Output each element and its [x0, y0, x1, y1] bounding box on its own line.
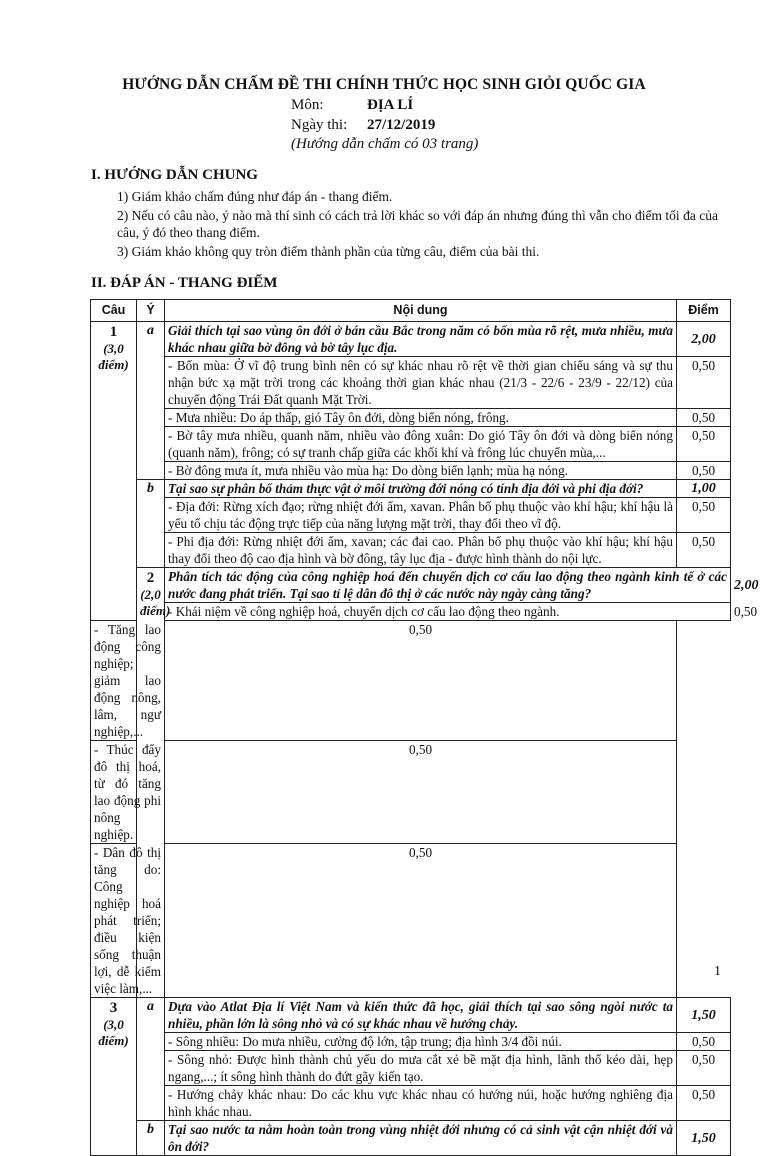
subject-line	[291, 97, 413, 114]
date-value: 27/12/2019	[367, 117, 436, 133]
question-number-cell	[91, 998, 137, 1156]
table-header-row	[91, 300, 731, 322]
table-row	[91, 480, 731, 498]
table-row	[91, 498, 731, 533]
question-points: (2,0 điểm)	[140, 587, 171, 618]
table-row	[91, 533, 731, 568]
table-row	[91, 844, 731, 998]
page-number: 1	[714, 964, 721, 979]
col-y: Ý	[137, 300, 165, 322]
col-noidung: Nội dung	[165, 300, 677, 322]
table-row	[91, 1121, 731, 1156]
question-number: 2	[146, 570, 155, 586]
answer-item: - Sông nhiều: Do mưa nhiều, cường độ lớn, tập trung; địa hình 3/4 đồi núi.	[165, 1033, 677, 1051]
answer-score: 0,50	[677, 1051, 731, 1086]
answer-item: - Bốn mùa: Ở vĩ độ trung bình nên có sự khác nhau rõ rệt về thời gian chiếu sáng và sự thu nhận bức xạ mặt trời trong các khoảng thời gian khác nhau (21/3 - 22/6 - 23/9 - 22/12) của chuyển động Trái Đất quanh Mặt Trời.	[165, 357, 677, 409]
guideline-item: 2) Nếu có câu nào, ý nào mà thí sinh có cách trả lời khác so với đáp án nhưng đúng thì vẫn cho điểm tối đa của câu, ý đó theo thang điểm.	[117, 208, 718, 240]
question-number: 3	[109, 1000, 118, 1016]
sub-question-letter: a	[137, 998, 165, 1121]
answer-score: 0,50	[677, 462, 731, 480]
section-answer-heading: II. ĐÁP ÁN - THANG ĐIỂM	[91, 275, 278, 291]
table-row	[91, 462, 731, 480]
question-score: 1,00	[677, 480, 731, 498]
answer-item: - Thúc đẩy đô thị hoá, từ đó tăng lao động phi nông nghiệp.	[91, 741, 165, 844]
table-row	[91, 1051, 731, 1086]
sub-question-letter: a	[137, 322, 165, 480]
table-row: - Khái niệm về công nghiệp hoá, chuyển dịch cơ cấu lao động theo ngành. 0,50	[91, 603, 731, 621]
answer-item: - Khái niệm về công nghiệp hoá, chuyển dịch cơ cấu lao động theo ngành.	[165, 603, 731, 621]
question-score: 1,50	[677, 1121, 731, 1156]
answer-item: - Địa đới: Rừng xích đạo; rừng nhiệt đới ẩm, xavan. Phân bố phụ thuộc vào khí hậu; khí hậu là yếu tố chịu tác động trực tiếp của năng lượng mặt trời, thay đổi theo vĩ độ.	[165, 498, 677, 533]
answer-item: - Bờ đông mưa ít, mưa nhiều vào mùa hạ: Do dòng biển lạnh; mùa hạ nóng.	[165, 462, 677, 480]
answer-score: 0,50	[677, 427, 731, 462]
general-guidelines	[91, 188, 718, 260]
sub-question-letter: b	[137, 480, 165, 568]
answer-item: - Hướng chảy khác nhau: Do các khu vực khác nhau có hướng núi, hoặc hướng nghiêng địa hình khác nhau.	[165, 1086, 677, 1121]
date-label: Ngày thi:	[291, 117, 348, 133]
table-row	[91, 409, 731, 427]
sub-question-letter: b	[137, 1121, 165, 1156]
question-score: 2,00	[677, 322, 731, 357]
table-row	[91, 357, 731, 409]
question-text: Giải thích tại sao vùng ôn đới ở bán cầu Bắc trong năm có bốn mùa rõ rệt, mưa nhiều, mưa khác nhau giữa bờ đông và bờ tây lục địa.	[165, 322, 677, 357]
table-row	[91, 621, 731, 741]
table-row	[91, 741, 731, 844]
answer-item: - Tăng lao động công nghiệp; giảm lao động nông, lâm, ngư nghiệp,...	[91, 621, 165, 741]
table-row	[91, 322, 731, 357]
answer-item: - Mưa nhiều: Do áp thấp, gió Tây ôn đới, dòng biển nóng, frông.	[165, 409, 677, 427]
table-row	[91, 427, 731, 462]
subject-value: ĐỊA LÍ	[367, 97, 414, 113]
answer-item: - Dân đô thị tăng do: Công nghiệp hoá phát triển; điều kiện sống thuận lợi, dễ kiếm việc làm,...	[91, 844, 165, 998]
question-text: Dựa vào Atlat Địa lí Việt Nam và kiến thức đã học, giải thích tại sao sông ngòi nước ta nhiều, phần lớn là sông nhỏ và có sự khác nhau về hướng chảy.	[165, 998, 677, 1033]
answer-table	[90, 299, 759, 1156]
question-number: 1	[109, 324, 118, 340]
table-row	[91, 998, 731, 1033]
question-number-cell	[91, 322, 137, 621]
question-points: (3,0 điểm)	[98, 341, 129, 372]
answer-score: 0,50	[677, 533, 731, 568]
date-line	[291, 117, 435, 134]
answer-score: 0,50	[165, 621, 677, 741]
question-text: Tại sao nước ta nằm hoàn toàn trong vùng nhiệt đới nhưng có cả sinh vật cận nhiệt đới và ôn đới?	[165, 1121, 677, 1156]
question-score: 1,50	[677, 998, 731, 1033]
answer-score: 0,50	[677, 1086, 731, 1121]
answer-item: - Bờ tây mưa nhiều, quanh năm, nhiều vào đông xuân: Do gió Tây ôn đới và dòng biển nóng (quanh năm), frông; có sự tranh chấp giữa các khối khí và frông lúc chuyển mùa,...	[165, 427, 677, 462]
page-count-note: (Hướng dẫn chấm có 03 trang)	[291, 136, 479, 152]
section-general-heading: I. HƯỚNG DẪN CHUNG	[91, 167, 258, 183]
answer-score: 0,50	[677, 357, 731, 409]
question-text: Phân tích tác động của công nghiệp hoá đến chuyển dịch cơ cấu lao động theo ngành kinh tế ở các nước đang phát triển. Tại sao tỉ lệ dân đô thị ở các nước này ngày càng tăng?	[165, 568, 731, 603]
answer-score: 0,50	[677, 409, 731, 427]
table-row	[91, 1086, 731, 1121]
answer-item: - Phi địa đới: Rừng nhiệt đới ẩm, xavan; các đai cao. Phân bố phụ thuộc vào khí hậu; khí hậu thay đổi theo độ cao địa hình và bờ đông, tây lục địa - được hình thành do nội lực.	[165, 533, 677, 568]
subject-label: Môn:	[291, 97, 324, 113]
answer-item: - Sông nhỏ: Được hình thành chủ yếu do mưa cắt xẻ bề mặt địa hình, lãnh thổ kéo dài, hẹp ngang,...; ít sông hình thành do đứt gãy kiến tạo.	[165, 1051, 677, 1086]
table-row: 2 (2,0 điểm) Phân tích tác động của công nghiệp hoá đến chuyển dịch cơ cấu lao động theo ngành kinh tế ở các nước đang phát triển. Tại sao tỉ lệ dân đô thị ở các nước này ngày càng tăng? 2,00	[91, 568, 731, 603]
answer-score: 0,50	[165, 844, 677, 998]
col-cau: Câu	[91, 300, 137, 322]
document-title: HƯỚNG DẪN CHẤM ĐỀ THI CHÍNH THỨC HỌC SINH GIỎI QUỐC GIA	[122, 76, 646, 93]
answer-score: 0,50	[677, 498, 731, 533]
guideline-item: 3) Giám khảo không quy tròn điểm thành phần của từng câu, điểm của bài thi.	[117, 244, 540, 259]
guideline-item: 1) Giám khảo chấm đúng như đáp án - thang điểm.	[117, 189, 393, 204]
question-points: (3,0 điểm)	[98, 1017, 129, 1048]
answer-score: 0,50	[677, 1033, 731, 1051]
table-row	[91, 1033, 731, 1051]
col-diem: Điểm	[677, 300, 731, 322]
question-text: Tại sao sự phân bố thảm thực vật ở môi trường đới nóng có tính địa đới và phi địa đới?	[165, 480, 677, 498]
answer-score: 0,50	[165, 741, 677, 844]
